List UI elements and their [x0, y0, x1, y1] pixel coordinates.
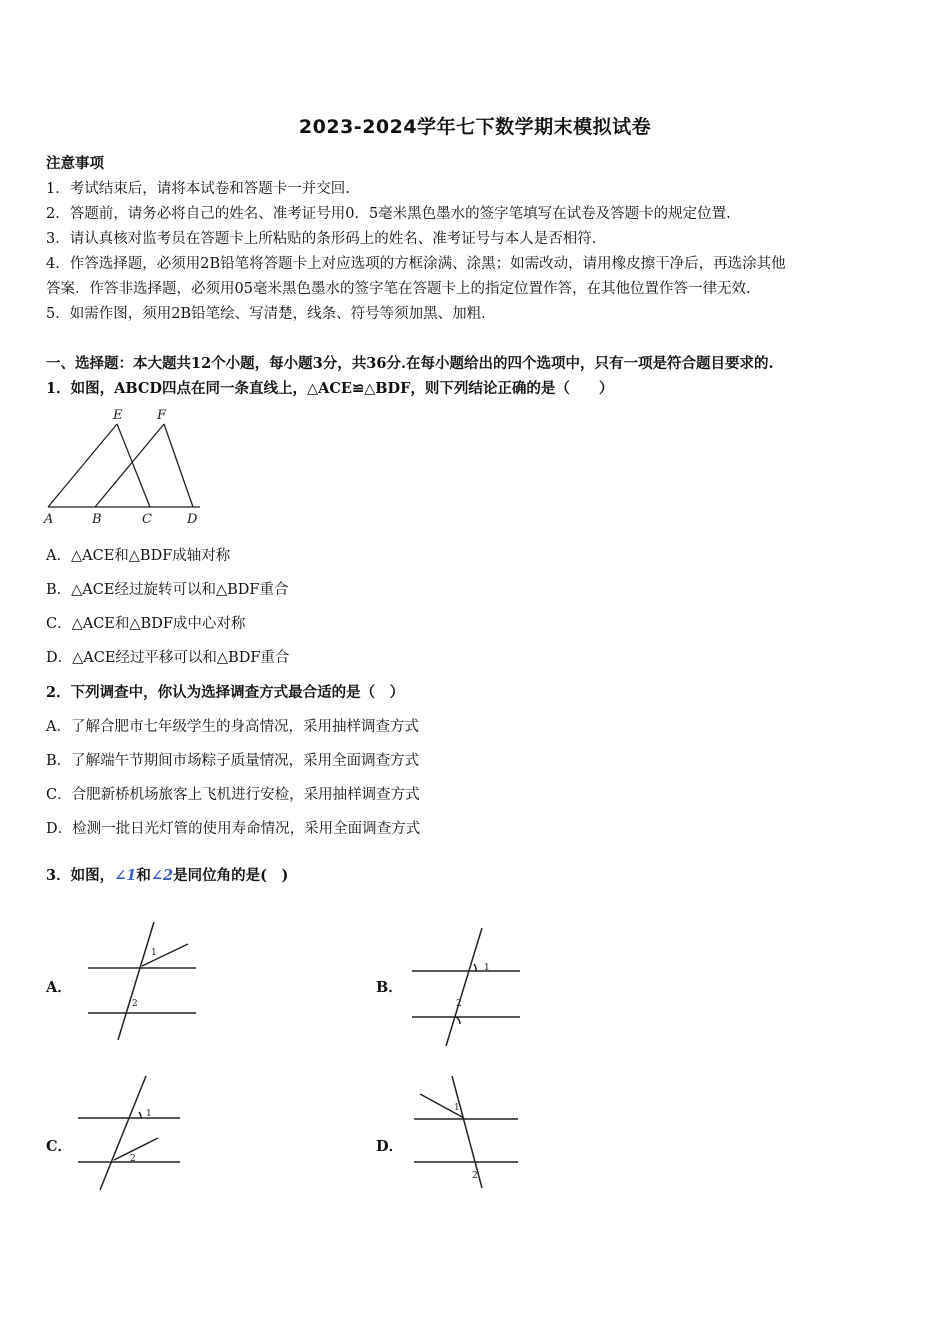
question-1-stem: 1．如图，ABCD四点在同一条直线上，△ACE≌△BDF，则下列结论正确的是（ ） — [46, 380, 614, 397]
point-label-d: D — [187, 512, 198, 527]
q3-stem-suffix: 是同位角的是( ) — [173, 867, 289, 884]
point-label-b: B — [92, 512, 102, 527]
q1-triangles-figure — [40, 402, 220, 530]
page-title: 2023-2024学年七下数学期末模拟试卷 — [298, 116, 652, 138]
q1-option-a: A．△ACE和△BDF成轴对称 — [46, 548, 231, 564]
question-3-stem — [46, 864, 288, 885]
q1-segment-fd — [164, 424, 193, 507]
notice-item: 答案．作答非选择题，必须用05毫米黑色墨水的签字笔在答题卡上的指定位置作答，在其他位置作答一律无效. — [46, 281, 751, 297]
q3-option-b-label: B． — [376, 979, 403, 996]
q3-option-a-label: A． — [46, 979, 72, 996]
angle-mark-2: 2 — [472, 1171, 478, 1181]
q1-segment-ae — [48, 424, 117, 507]
angle-mark-1: 1 — [484, 963, 490, 973]
angle-mark-1: 1 — [146, 1109, 152, 1119]
q3-figure-a — [84, 918, 200, 1044]
angle-mark-1: 1 — [454, 1103, 460, 1113]
q3-figure-b — [408, 922, 524, 1050]
angle-mark-2: 2 — [456, 999, 462, 1009]
angle-2-symbol: ∠2 — [150, 867, 174, 884]
question-2-stem: 2．下列调查中，你认为选择调查方式最合适的是（ ） — [46, 684, 405, 701]
q3-option-c-label: C． — [46, 1138, 73, 1155]
point-label-f: F — [157, 408, 167, 423]
notice-item: 4．作答选择题，必须用2B铅笔将答题卡上对应选项的方框涂满、涂黑；如需改动，请用橡皮擦干净后，再选涂其他 — [46, 256, 786, 272]
q3-stem-middle: 和 — [136, 867, 151, 884]
notice-item: 3．请认真核对监考员在答题卡上所粘贴的条形码上的姓名、准考证号与本人是否相符. — [46, 231, 597, 247]
q1-option-b: B．△ACE经过旋转可以和△BDF重合 — [46, 582, 289, 598]
q1-option-d: D．△ACE经过平移可以和△BDF重合 — [46, 650, 290, 666]
q3-option-d-label: D． — [376, 1138, 404, 1155]
notice-item: 5．如需作图，须用2B铅笔绘、写清楚，线条、符号等须加黑、加粗. — [46, 306, 486, 322]
angle-mark-1: 1 — [151, 948, 157, 958]
point-label-c: C — [142, 512, 152, 527]
point-label-a: A — [44, 512, 54, 527]
q3-stem-prefix: 3．如图， — [46, 867, 115, 884]
section-heading: 一、选择题：本大题共12个小题，每小题3分，共36分.在每小题给出的四个选项中，只有一项是符合题目要求的. — [46, 355, 774, 372]
q2-option-c: C．合肥新桥机场旅客上飞机进行安检，采用抽样调查方式 — [46, 787, 420, 803]
angle-1-symbol: ∠1 — [114, 867, 137, 884]
notice-heading: 注意事项 — [46, 155, 104, 172]
q3-figure-c — [74, 1072, 186, 1194]
notice-item: 1．考试结束后，请将本试卷和答题卡一并交回. — [46, 181, 350, 197]
angle-mark-2: 2 — [132, 999, 138, 1009]
angle-mark-2: 2 — [130, 1154, 136, 1164]
point-label-e: E — [113, 408, 123, 423]
q3-figure-d — [410, 1072, 524, 1194]
q1-segment-ec — [117, 424, 150, 507]
q2-option-b: B．了解端午节期间市场粽子质量情况，采用全面调查方式 — [46, 753, 420, 769]
notice-item: 2．答题前，请务必将自己的姓名、准考证号用0．5毫米黑色墨水的签字笔填写在试卷及答题卡的规定位置. — [46, 206, 731, 222]
q1-segment-bf — [95, 424, 164, 507]
q1-option-c: C．△ACE和△BDF成中心对称 — [46, 616, 246, 632]
q2-option-a: A．了解合肥市七年级学生的身高情况，采用抽样调查方式 — [46, 719, 419, 735]
q2-option-d: D．检测一批日光灯管的使用寿命情况，采用全面调查方式 — [46, 821, 421, 837]
